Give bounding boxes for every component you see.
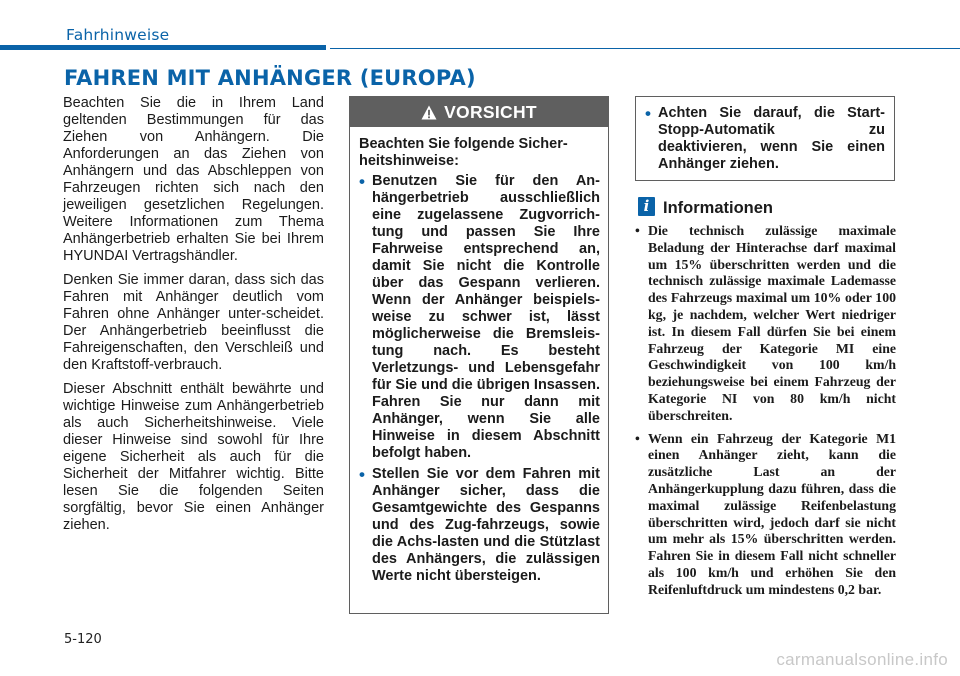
page-title: FAHREN MIT ANHÄNGER (EUROPA)	[64, 66, 476, 90]
info-list	[635, 223, 896, 605]
caution-body	[350, 127, 608, 585]
intro-paragraph: Dieser Abschnitt enthält bewährte und wichtige Hinweise zum Anhängerbetrieb als auch Sicherheitshinweise. Viele dieser Hinweise sind sowohl für Ihre eigene Sicherheit als auch für die Sicherheit der Mitfahrer wichtig. Bitte lesen Sie die folgenden Seiten sorgfältig, bevor Sie einen Anhänger ziehen.	[63, 381, 324, 533]
caution-bullet: • Achten Sie darauf, die Start-Stopp-Automatik zu deaktivieren, wenn Sie einen Anhänger ziehen.	[645, 105, 885, 173]
info-bullet: • Wenn ein Fahrzeug der Kategorie M1 einen Anhänger zieht, kann die zusätzliche Last an der Anhängerkupplung dazu führen, dass die maximal zulässige Reifenbelastung überschritten wird, jedoch darf sie nicht um mehr als 15% überschritten werden. Fahren Sie in diesem Fall nicht schneller als 100 km/h und erhöhen Sie den Reifenluftdruck um mindestens 0,2 bar.	[635, 431, 896, 599]
caution-intro: Beachten Sie folgende Sicher-heitshinweise:	[359, 136, 568, 169]
header-rule-thin	[330, 48, 960, 50]
caution-header	[350, 97, 608, 127]
info-bullet: • Die technisch zulässige maximale Beladung der Hinterachse darf maximal um 15% überschritten werden und die technisch zulässige maximale Lademasse des Fahrzeugs maximal um 10% oder 100 kg, je nachdem, welcher Wert niedriger ist. In diesem Fall dürfen Sie bei einem Fahrzeug der Kategorie MI eine Geschwindigkeit von 100 km/h beziehungsweise bei einem Fahrzeug der Kategorie NI von 80 km/h nicht überschreiten.	[635, 223, 896, 425]
caution-continued-list	[645, 105, 885, 173]
info-icon: i	[638, 197, 655, 216]
header-rule-thick	[0, 45, 326, 50]
caution-box	[349, 96, 609, 614]
caution-list	[359, 173, 600, 585]
caution-bullet: • Stellen Sie vor dem Fahren mit Anhänger sicher, dass die Gesamtgewichte des Gespanns und des Zug-fahrzeugs, sowie die Achs-lasten und die Stützlast des Anhängers, die zulässigen Werte nicht übersteigen.	[359, 466, 600, 585]
info-title: Informationen	[663, 199, 773, 217]
caution-header-label: VORSICHT	[444, 101, 537, 122]
intro-paragraph: Denken Sie immer daran, dass sich das Fahren mit Anhänger deutlich vom Fahren ohne Anhänger unter-scheidet. Der Anhängerbetrieb beeinflusst die Fahreigenschaften, den Verschleiß und den Kraftstoff-verbrauch.	[63, 272, 324, 373]
caution-continued-box	[635, 96, 895, 181]
intro-paragraph: Beachten Sie die in Ihrem Land geltenden Bestimmungen für das Ziehen von Anhängern. Die Anforderungen an das Ziehen von Anhängern und das Abschleppen von Fahrzeugen richten sich nach den jeweiligen gesetzlichen Regelungen. Weitere Informationen zum Thema Anhängerbetrieb erhalten Sie bei Ihrem HYUNDAI Vertragshändler.	[63, 95, 324, 264]
caution-bullet: • Benutzen Sie für den An-hängerbetrieb ausschließlich eine zugelassene Zugvorrich-tung und passen Sie Ihre Fahrweise entsprechend an, damit Sie nicht die Kontrolle über das Gespann verlieren. Wenn der Anhänger beispiels-weise zu schwer ist, lässt möglicherweise die Bremsleis-tung nach. Es besteht Verletzungs- und Lebensgefahr für Sie und die übrigen Insassen. Fahren Sie nur dann mit Anhänger, wenn Sie alle Hinweise in diesem Abschnitt befolgt haben.	[359, 173, 600, 462]
intro-column	[63, 95, 324, 541]
warning-triangle-icon	[421, 105, 437, 120]
section-label: Fahrhinweise	[66, 26, 170, 44]
page-number: 5-120	[64, 632, 102, 647]
watermark: carmanualsonline.info	[776, 650, 948, 669]
